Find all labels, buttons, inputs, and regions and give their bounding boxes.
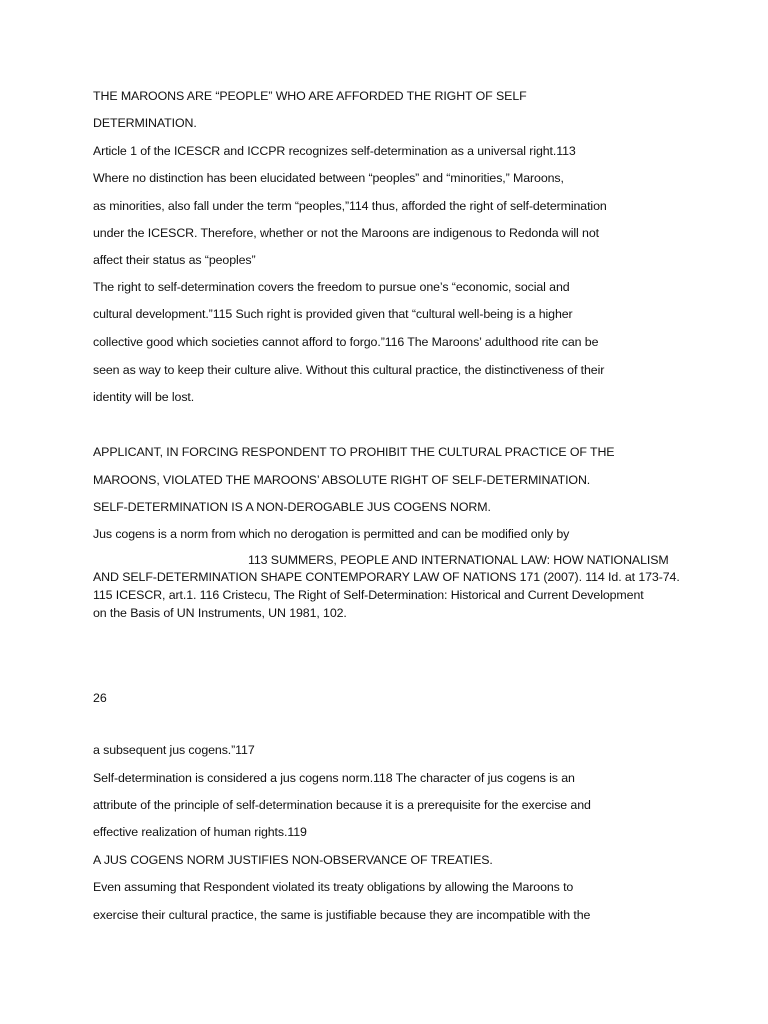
body-line: The right to self-determination covers the freedom to pursue one’s “economic, social and xyxy=(93,280,570,294)
body-line: Self-determination is considered a jus cogens norm.118 The character of jus cogens is an xyxy=(93,771,575,785)
body-line: identity will be lost. xyxy=(93,390,195,404)
footnote-line: 113 SUMMERS, PEOPLE AND INTERNATIONAL LAW: HOW NATIONALISM xyxy=(248,553,669,567)
footnote-line: 115 ICESCR, art.1. 116 Cristecu, The Right of Self-Determination: Historical and Current Development xyxy=(93,588,644,602)
heading-jus-cogens: SELF-DETERMINATION IS A NON-DEROGABLE JUS COGENS NORM. xyxy=(93,500,491,514)
heading-non-observance: A JUS COGENS NORM JUSTIFIES NON-OBSERVANCE OF TREATIES. xyxy=(93,853,493,867)
body-line: as minorities, also fall under the term “peoples,”114 thus, afforded the right of self-determination xyxy=(93,199,607,213)
heading-applicant: APPLICANT, IN FORCING RESPONDENT TO PROHIBIT THE CULTURAL PRACTICE OF THE xyxy=(93,445,615,459)
footnote-line: AND SELF-DETERMINATION SHAPE CONTEMPORARY LAW OF NATIONS 171 (2007). 114 Id. at 173-74. xyxy=(93,570,680,584)
body-line: collective good which societies cannot afford to forgo.”116 The Maroons’ adulthood rite can be xyxy=(93,335,599,349)
body-line: cultural development.”115 Such right is provided given that “cultural well-being is a higher xyxy=(93,307,573,321)
heading-maroons-people-cont: DETERMINATION. xyxy=(93,116,197,130)
body-line: Article 1 of the ICESCR and ICCPR recognizes self-determination as a universal right.113 xyxy=(93,144,576,158)
body-line: Even assuming that Respondent violated its treaty obligations by allowing the Maroons to xyxy=(93,880,574,894)
body-line: affect their status as “peoples” xyxy=(93,253,256,267)
body-line: Jus cogens is a norm from which no derogation is permitted and can be modified only by xyxy=(93,527,570,541)
body-line: Where no distinction has been elucidated between “peoples” and “minorities,” Maroons, xyxy=(93,171,564,185)
body-line: effective realization of human rights.119 xyxy=(93,825,307,839)
body-line: exercise their cultural practice, the same is justifiable because they are incompatible with the xyxy=(93,908,591,922)
body-line: seen as way to keep their culture alive. Without this cultural practice, the distinctiveness of their xyxy=(93,363,605,377)
body-line: attribute of the principle of self-determination because it is a prerequisite for the exercise and xyxy=(93,798,591,812)
body-line: under the ICESCR. Therefore, whether or not the Maroons are indigenous to Redonda will not xyxy=(93,226,599,240)
page-number: 26 xyxy=(93,691,107,705)
heading-applicant-cont: MAROONS, VIOLATED THE MAROONS’ ABSOLUTE RIGHT OF SELF-DETERMINATION. xyxy=(93,473,591,487)
body-line: a subsequent jus cogens.”117 xyxy=(93,743,255,757)
footnote-line: on the Basis of UN Instruments, UN 1981, 102. xyxy=(93,606,347,620)
heading-maroons-people: THE MAROONS ARE “PEOPLE” WHO ARE AFFORDED THE RIGHT OF SELF xyxy=(93,89,527,103)
